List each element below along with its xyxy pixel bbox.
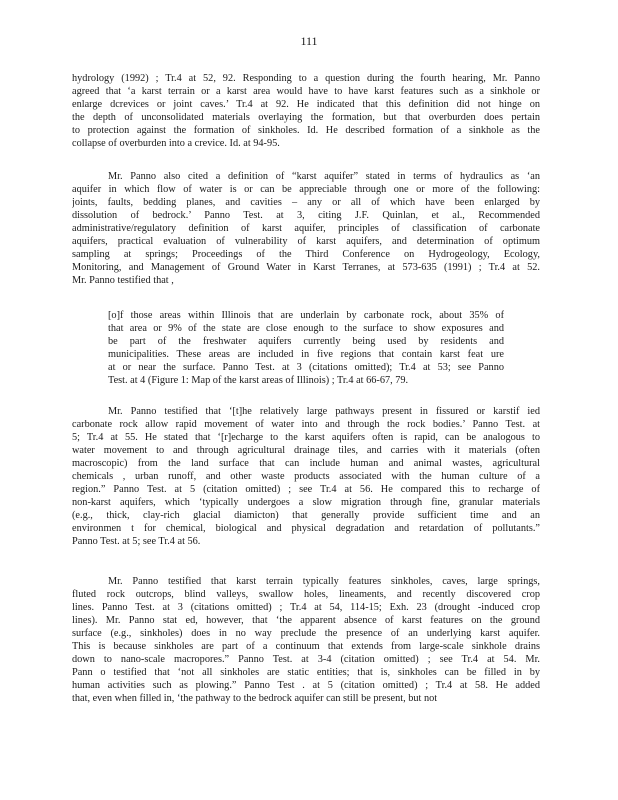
text-line: human activities such as plowing.” Panno Test . at 5 (citation omitted) ; Tr.4 at 58. He added	[72, 680, 540, 692]
text-line: municipalities. These areas are included in five regions that contain karst feat ure	[108, 349, 504, 361]
text-line: be part of the freshwater aquifers currently being used by residents and	[108, 336, 504, 348]
text-line: sampling at springs; Proceedings of the Third Conference on Hydrogeology, Ecology,	[72, 249, 540, 261]
text-line: Mr. Panno also cited a definition of “karst aquifer” stated in terms of hydraulics as ‘an	[108, 171, 540, 182]
text-line: the depth of unconsolidated materials overlaying the formation, but that overburden does pertain	[72, 112, 540, 124]
text-line: Test. at 4 (Figure 1: Map of the karst areas of Illinois) ; Tr.4 at 66-67, 79.	[108, 375, 409, 387]
text-line: to protection against the formation of sinkholes. Id. He described formation of a sinkhole as the	[72, 125, 540, 137]
text-line: that area or 9% of the state are close enough to the surface to show exposures and	[108, 323, 504, 335]
text-line: fluted rock outcrops, blind valleys, swallow holes, lineaments, and recently discovered crop	[72, 589, 540, 601]
paragraph-2	[72, 170, 540, 287]
text-line: administrative/regulatory definition of karst aquifer, principles of classification of carbonate	[72, 223, 540, 235]
text-line: that, even when filled in, ‘the pathway to the bedrock aquifer can still be present, but not	[72, 693, 438, 705]
text-line: hydrology (1992) ; Tr.4 at 52, 92. Responding to a question during the fourth hearing, Mr. Panno	[72, 73, 540, 84]
paragraph-4	[72, 575, 540, 705]
text-line: collapse of overburden into a crevice. Id. at 94-95.	[72, 138, 280, 150]
text-line: 5; Tr.4 at 55. He stated that ‘[r]echarge to the karst aquifers often is rapid, can be analogous to	[72, 432, 540, 444]
text-line: carbonate rock allow rapid movement of water into and through the rock bodies.’ Panno Test. at	[72, 419, 540, 431]
paragraph-3	[72, 405, 540, 549]
text-line: surface (e.g., sinkholes) does in no way preclude the presence of an underlying karst aquifer.	[72, 628, 540, 640]
text-line: joints, faults, bedding planes, and cavities – any or all of which have been enlarged by	[72, 197, 540, 209]
block-quote	[108, 309, 504, 387]
text-line: lines. Panno Test. at 3 (citations omitted) ; Tr.4 at 54, 114-15; Exh. 23 (drought -induced crop	[72, 602, 540, 614]
text-line: non-karst aquifers, which ‘typically undergoes a slow migration through fine, granular materials	[72, 497, 540, 509]
text-line: Mr. Panno testified that karst terrain typically features sinkholes, caves, large springs,	[108, 576, 540, 587]
text-line: water movement to and through agricultural drainage tiles, and carries with it materials (often	[72, 445, 540, 457]
text-line: Pann o testified that ‘not all sinkholes are static entities; that is, sinkholes can be filled in by	[72, 667, 540, 679]
text-line: down to nano-scale macropores.” Panno Test. at 3-4 (citation omitted) ; see Tr.4 at 54. Mr.	[72, 654, 540, 666]
text-line: lines). Mr. Panno stat ed, however, that ‘the apparent absence of karst features on the ground	[72, 615, 540, 627]
text-line: aquifers, practical evaluation of vulnerability of karst aquifers, and determination of optimum	[72, 236, 540, 248]
page-number: 111	[300, 34, 318, 48]
text-line: Panno Test. at 5; see Tr.4 at 56.	[72, 536, 201, 548]
text-line: macroscopic) from the land surface that can include human and animal wastes, agricultural	[72, 458, 540, 470]
text-line: dissolution of bedrock.’ Panno Test. at 3, citing J.F. Quinlan, et al., Recommended	[72, 210, 540, 222]
text-line: (e.g., thick, clay-rich glacial diamicton) that generally provide sufficient time and an	[72, 510, 540, 522]
text-line: enlarge dcrevices or joint caves.’ Tr.4 at 92. He indicated that this definition did not hinge on	[72, 99, 540, 111]
text-line: Mr. Panno testified that ,	[72, 275, 174, 287]
text-line: at or near the surface. Panno Test. at 3 (citations omitted); Tr.4 at 53; see Panno	[108, 362, 504, 374]
text-line: environmen t for chemical, biological and physical degradation and retardation of pollutants.”	[72, 523, 540, 535]
text-line: Mr. Panno testified that ‘[t]he relatively large pathways present in fissured or karstif ied	[108, 406, 540, 417]
text-line: Monitoring, and Management of Ground Water in Karst Terranes, at 573-635 (1991) ; Tr.4 at 52.	[72, 262, 540, 274]
text-line: region.” Panno Test. at 5 (citation omitted) ; see Tr.4 at 56. He compared this to recharge of	[72, 484, 540, 496]
paragraph-1	[72, 72, 540, 150]
text-line: chemicals , urban runoff, and other waste products associated with the human culture of a	[72, 471, 540, 483]
text-line: agreed that ‘a karst terrain or a karst area would have to have karst features such as a sinkhole or	[72, 86, 540, 98]
text-line: This is because sinkholes are part of a continuum that extends from large-scale sinkhole drains	[72, 641, 540, 653]
text-line: aquifer in which flow of water is or can be appreciable through one or more of the following:	[72, 184, 540, 196]
text-line: [o]f those areas within Illinois that are underlain by carbonate rock, about 35% of	[108, 310, 504, 321]
